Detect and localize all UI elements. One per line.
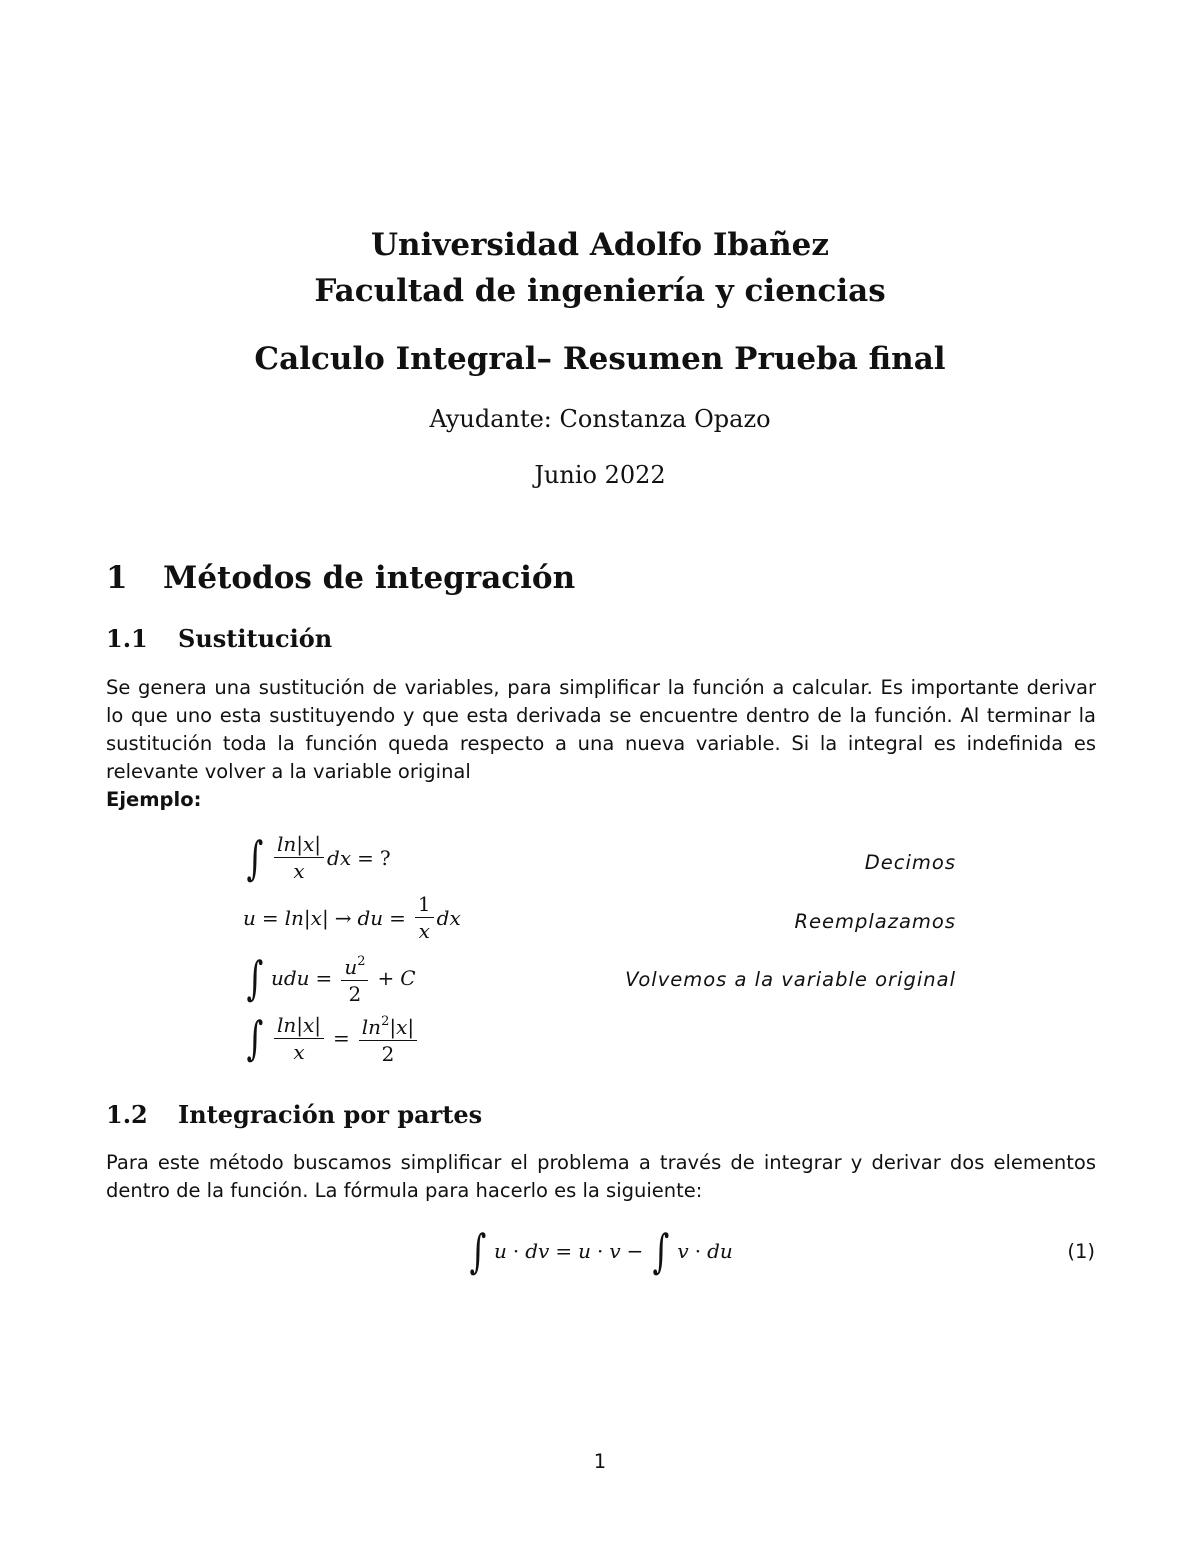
- fraction: $\frac{1}{x}$: [415, 892, 434, 943]
- subsection-title: Sustitución: [178, 624, 333, 653]
- author: Ayudante: Constanza Opazo: [429, 405, 771, 433]
- fraction: $\frac{u^2}{2}$: [341, 950, 368, 1006]
- page-number: 1: [593, 1450, 607, 1473]
- by-parts-paragraph: Para este método buscamos simplificar el problema a través de integrar y derivar dos elementos dentro de la función. La fórmula para hacerlo es la siguiente:: [106, 1151, 1096, 1202]
- university-name: Universidad Adolfo Ibañez: [371, 227, 829, 263]
- integral-sign: ∫: [246, 830, 264, 885]
- subsection-heading-1-1: [106, 624, 332, 653]
- equation-row-2: u = ln|x| → du = $\frac{1}{x}$ dx: [243, 892, 461, 943]
- example-label: Ejemplo:: [106, 788, 202, 811]
- equation-row-1: ∫ $\frac{\ln|x|}{x}$ dx = ?: [246, 830, 391, 885]
- subsection-title: Integración por partes: [178, 1100, 483, 1129]
- fraction: $\frac{\ln|x|}{x}$: [274, 1013, 324, 1064]
- note-decimos: Decimos: [864, 851, 956, 874]
- equation-number: (1): [1067, 1240, 1095, 1263]
- equation-row-3: ∫ udu = $\frac{u^2}{2}$ + C: [246, 951, 416, 1006]
- date: Junio 2022: [534, 461, 666, 489]
- by-parts-formula: ∫ u · dv = u · v − ∫ v · du: [469, 1224, 733, 1278]
- integral-sign: ∫: [653, 1224, 670, 1278]
- integral-sign: ∫: [246, 951, 264, 1005]
- integral-sign: ∫: [246, 1011, 264, 1065]
- integral-sign: ∫: [469, 1224, 487, 1278]
- note-reemplazamos: Reemplazamos: [794, 910, 956, 933]
- fraction: $\frac{\ln|x|}{x}$: [274, 832, 324, 883]
- course-title: Calculo Integral– Resumen Prueba final: [254, 341, 946, 377]
- fraction: $\frac{\ln^2|x|}{2}$: [359, 1010, 417, 1066]
- title-block: [0, 222, 1200, 492]
- faculty-name: Facultad de ingeniería y ciencias: [314, 273, 886, 309]
- equation-row-4: ∫ $\frac{\ln|x|}{x}$ = $\frac{\ln^2|x|}{2}$: [243, 1010, 420, 1066]
- section-number: 1: [106, 560, 128, 596]
- substitution-paragraph: Se genera una sustitución de variables, para simplificar la función a calcular. Es importante derivar lo que uno esta sustituyendo y que esta derivada se encuentre dentro de la función. Al terminar la sustitución toda la función queda respecto a una nueva variable. Si la integral es indefinida es relevante volver a la variable original: [106, 676, 1096, 783]
- subsection-number: 1.2: [106, 1100, 148, 1129]
- section-heading: [106, 560, 575, 596]
- subsection-number: 1.1: [106, 624, 148, 653]
- note-volvemos: Volvemos a la variable original: [625, 968, 956, 991]
- section-title: Métodos de integración: [163, 560, 576, 596]
- subsection-heading-1-2: [106, 1100, 482, 1129]
